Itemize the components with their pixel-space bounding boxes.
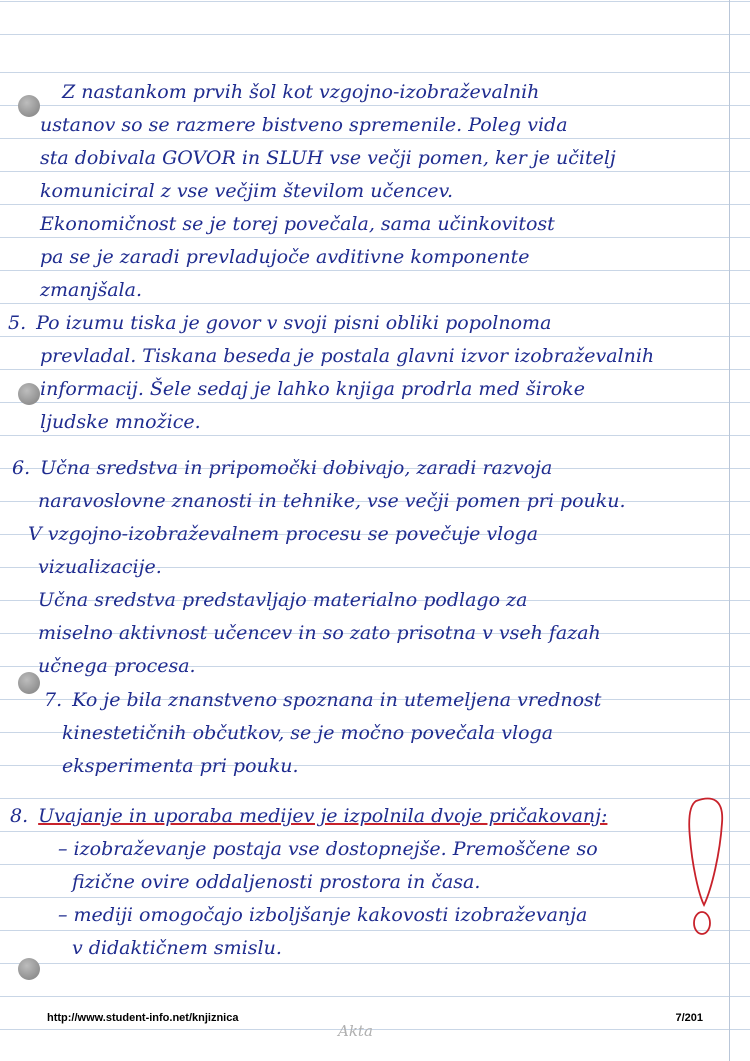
text-line: Učna sredstva in pripomočki dobivajo, zaradi razvoja (40, 457, 553, 479)
text-line: informacij. Šele sedaj je lahko knjiga prodrla med široke (40, 378, 585, 400)
text-line: sta dobivala GOVOR in SLUH vse večji pomen, ker je učitelj (40, 147, 616, 169)
text-line: Ko je bila znanstveno spoznana in utemeljena vrednost (72, 689, 602, 711)
text-line: učnega procesa. (38, 655, 196, 677)
logo-signature: Akta (338, 1022, 373, 1040)
section-number: 5. (8, 312, 27, 334)
text-line: Ekonomičnost se je torej povečala, sama učinkovitost (40, 213, 555, 235)
text-line: naravoslovne znanosti in tehnike, vse večji pomen pri pouku. (38, 490, 626, 512)
text-line: zmanjšala. (40, 279, 143, 301)
text-line: pa se je zaradi prevladujoče avditivne komponente (40, 246, 530, 268)
text-line: miselno aktivnost učencev in so zato prisotna v vseh fazah (38, 622, 601, 644)
text-line: prevladal. Tiskana beseda je postala glavni izvor izobraževalnih (40, 345, 655, 367)
text-line: Učna sredstva predstavljajo materialno podlago za (38, 589, 528, 611)
text-line: ustanov so se razmere bistveno spremenile. Poleg vida (40, 114, 568, 136)
text-line: fizične ovire oddaljenosti prostora in časa. (72, 871, 481, 893)
text-line: Po izumu tiska je govor v svoji pisni obliki popolnoma (36, 312, 552, 334)
footer-url: http://www.student-info.net/knjiznica (47, 1012, 239, 1024)
text-line: Z nastankom prvih šol kot vzgojno-izobraževalnih (62, 81, 540, 103)
text-line: vizualizacije. (38, 556, 162, 578)
text-line: v didaktičnem smislu. (72, 937, 282, 959)
section-7 (44, 684, 704, 783)
text-line: eksperimenta pri pouku. (62, 755, 299, 777)
section-number: 7. (44, 689, 63, 711)
text-line: – izobraževanje postaja vse dostopnejše. Premoščene so (58, 838, 598, 860)
text-line: kinestetičnih občutkov, se je močno povečala vloga (62, 722, 554, 744)
section-number: 8. (10, 805, 29, 827)
section-intro (40, 76, 700, 307)
red-exclamation-mark (682, 793, 730, 938)
text-line: V vzgojno-izobraževalnem procesu se povečuje vloga (28, 523, 539, 545)
section-6 (12, 452, 712, 683)
text-line: komuniciral z vse večjim številom učencev. (40, 180, 453, 202)
page-number: 7/201 (675, 1012, 703, 1024)
punch-hole-1 (18, 95, 40, 117)
text-line: ljudske množice. (40, 411, 201, 433)
section-5 (8, 307, 708, 439)
section-number: 6. (12, 457, 31, 479)
section-8 (10, 800, 690, 965)
text-line: – mediji omogočajo izboljšanje kakovosti izobraževanja (58, 904, 588, 926)
section-heading: Uvajanje in uporaba medijev je izpolnila dvoje pričakovanj: (38, 805, 608, 827)
